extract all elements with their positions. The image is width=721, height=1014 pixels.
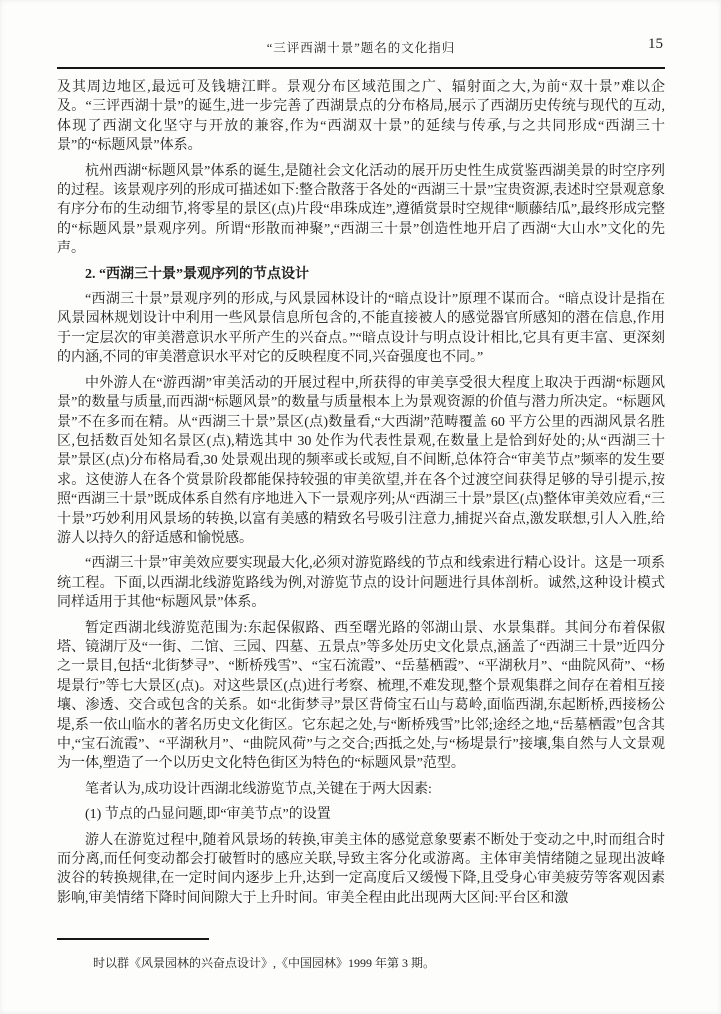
page-number: 15 [648, 36, 663, 52]
running-header [57, 36, 665, 58]
paragraph: 暂定西湖北线游览范围为:东起保俶路、西至曙光路的邻湖山景、水景集群。其间分布着保俶塔、镜湖厅及“一街、二馆、三园、四墓、五景点”等多处历史文化景点,涵盖了“西湖三十景”近四分之一景目,包括“北街梦寻”、“断桥残雪”、“宝石流霞”、“岳墓栖霞”、“平湖秋月”、“曲院风荷”、“杨堤景行”等七大景区(点)。对这些景区(点)进行考察、梳理,不难发现,整个景观集群之间存在着相互接壤、渗透、交合或包含的关系。如“北街梦寻”景区背倚宝石山与葛岭,面临西湖,东起断桥,西接杨公堤,系一依山临水的著名历史文化街区。它东起之处,与“断桥残雪”比邻;途经之地,“岳墓栖霞”包含其中,“宝石流霞”、“平湖秋月”、“曲院风荷”与之交合;西抵之处,与“杨堤景行”接壤,集自然与人文景观为一体,塑造了一个以历史文化特色街区为特色的“标题风景”范型。 [57, 620, 665, 772]
paragraph: 杭州西湖“标题风景”体系的诞生,是随社会文化活动的展开历史性生成赏鉴西湖美景的时空序列的过程。该景观序列的形成可描述如下:整合散落于各处的“西湖三十景”宝贵资源,表述时空景观意象有序分布的生动细节,将零星的景区(点)片段“串珠成连”,遵循赏景时空规律“顺藤结瓜”,最终形成完整的“标题风景”景观序列。所谓“形散而神聚”,“西湖三十景”创造性地开启了西湖“大山水”文化的先声。 [57, 163, 665, 257]
paragraph: 中外游人在“游西湖”审美活动的开展过程中,所获得的审美享受很大程度上取决于西湖“标题风景”的数量与质量,而西湖“标题风景”的数量与质量根本上为景观资源的价值与潜力所决定。“标题风景”不在多而在精。从“西湖三十景”景区(点)数量看,“大西湖”范畴覆盖 60 平方公里的西湖风景名胜区,包括数百处知名景区(点),精选其中 30 处作为代表性景观,在数量上是恰到好处的;从“西湖三十景”景区(点)分布格局看,30 处景观出现的频率或长或短,自不间断,总体符合“审美节点”频率的发生要求。这使游人在各个赏景阶段都能保持较强的审美欲望,并在各个过渡空间获得足够的导引提示,按照“西湖三十景”既成体系自然有序地进入下一景观序列;从“西湖三十景”景区(点)整体审美效应看,“三十景”巧妙利用风景场的转换,以富有美感的精致名号吸引注意力,捕捉兴奋点,激发联想,引人入胜,给游人以持久的舒适感和愉悦感。 [57, 375, 665, 546]
header-rule [57, 67, 665, 69]
paragraph: “西湖三十景”景观序列的形成,与风景园林设计的“暗点设计”原理不谋而合。“暗点设计是指在风景园林规划设计中利用一些风景信息所包含的,不能直接被人的感觉器官所感知的潜在信息,作用于一定层次的审美潜意识水平所产生的兴奋点。”“暗点设计与明点设计相比,它具有更丰富、更深刻的内涵,不同的审美潜意识水平对它的反映程度不同,兴奋强度也不同。” [57, 292, 665, 366]
paragraph: (1) 节点的凸显问题,即“审美节点”的设置 [85, 807, 331, 823]
footnote-separator [57, 938, 209, 940]
section-heading: 2. “西湖三十景”景观序列的节点设计 [85, 266, 309, 282]
paragraph: “西湖三十景”审美效应要实现最大化,必须对游览路线的节点和线索进行精心设计。这是一项系统工程。下面,以西湖北线游览路线为例,对游览节点的设计问题进行具体剖析。诚然,这种设计模式同样适用于其他“标题风景”体系。 [57, 556, 665, 611]
paragraph: 及其周边地区,最远可及钱塘江畔。景观分布区域范围之广、辐射面之大,为前“双十景”难以企及。“三评西湖十景”的诞生,进一步完善了西湖景点的分布格局,展示了西湖历史传统与现代的互动,体现了西湖文化坚守与开放的兼容,作为“西湖双十景”的延续与传承,与之共同形成“西湖三十景”的“标题风景”体系。 [57, 80, 665, 154]
running-title: “三评西湖十景”题名的文化指归 [266, 41, 456, 55]
article-body [57, 78, 665, 936]
footnote-citation: 时以群《风景园林的兴奋点设计》,《中国园林》1999 年第 3 期。 [93, 956, 436, 970]
paragraph: 笔者认为,成功设计西湖北线游览节点,关键在于两大因素: [85, 781, 432, 797]
paragraph: 游人在游览过程中,随着风景场的转换,审美主体的感觉意象要素不断处于变动之中,时而组合时而分离,而任何变动都会打破暂时的感应关联,导致主客分化或游离。主体审美情绪随之显现出波峰波谷的转换规律,在一定时间内逐步上升,达到一定高度后又缓慢下降,且受身心审美疲劳等客观因素影响,审美情绪下降时间间隙大于上升时间。审美全程由此出现两大区间:平台区和激 [57, 832, 665, 906]
